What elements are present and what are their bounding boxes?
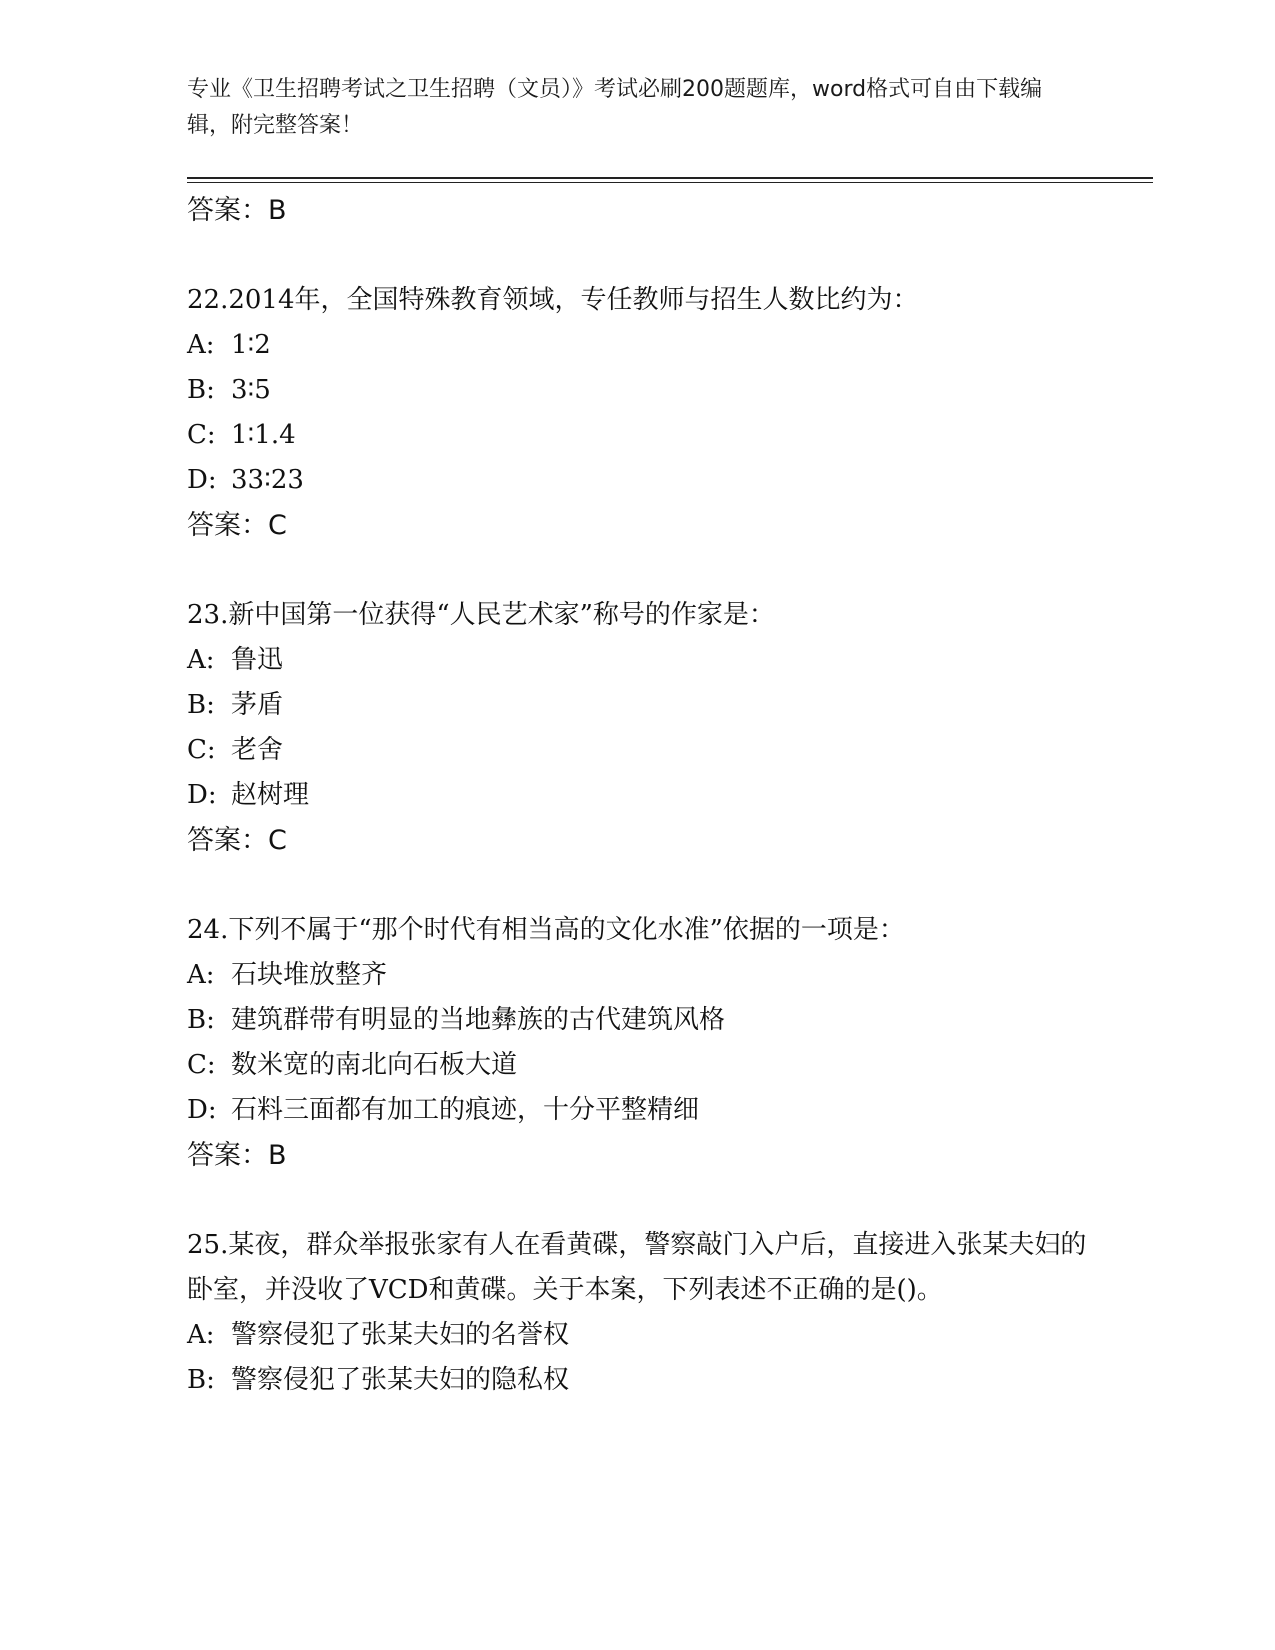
option-c	[187, 1043, 1087, 1088]
option-a	[187, 638, 1087, 683]
option-text: 1∶2	[231, 330, 271, 360]
option-text: 石块堆放整齐	[231, 960, 388, 990]
option-b	[187, 683, 1087, 728]
question-block	[187, 1223, 1087, 1403]
answer-line: 答案：B	[187, 195, 287, 226]
answer-line: 答案：C	[187, 825, 287, 856]
option-letter: C:	[187, 1050, 216, 1080]
document-header	[187, 72, 1067, 144]
option-letter: C:	[187, 420, 216, 450]
option-text: 建筑群带有明显的当地彝族的古代建筑风格	[231, 1005, 726, 1035]
spacer	[187, 1179, 1087, 1223]
option-text: 3∶5	[231, 375, 271, 405]
option-letter: D:	[187, 1095, 217, 1125]
option-letter: B:	[187, 375, 215, 405]
option-c	[187, 728, 1087, 773]
option-text: 石料三面都有加工的痕迹，十分平整精细	[231, 1095, 700, 1125]
option-text: 赵树理	[231, 780, 310, 810]
option-letter: A:	[187, 330, 215, 360]
question-block	[187, 593, 1087, 864]
answer-line: 答案：C	[187, 510, 287, 541]
option-text: 数米宽的南北向石板大道	[231, 1050, 518, 1080]
option-letter: B:	[187, 1365, 215, 1395]
option-text: 老舍	[231, 735, 284, 765]
option-d	[187, 773, 1087, 818]
spacer	[187, 234, 1087, 278]
spacer	[187, 549, 1087, 593]
option-text: 33∶23	[231, 465, 304, 495]
header-text: 专业《卫生招聘考试之卫生招聘（文员）》考试必刷200题题库，word格式可自由下载编辑，附完整答案！	[187, 77, 1043, 138]
option-text: 茅盾	[231, 690, 284, 720]
option-letter: D:	[187, 465, 217, 495]
document-body	[187, 188, 1087, 1403]
option-b	[187, 998, 1087, 1043]
option-letter: A:	[187, 960, 215, 990]
option-b	[187, 1358, 1087, 1403]
option-c	[187, 413, 1087, 458]
option-text: 警察侵犯了张某夫妇的隐私权	[231, 1365, 570, 1395]
option-letter: A:	[187, 645, 215, 675]
option-letter: B:	[187, 690, 215, 720]
option-d	[187, 458, 1087, 503]
question-block	[187, 908, 1087, 1179]
question-stem: 22.2014年，全国特殊教育领域，专任教师与招生人数比约为：	[187, 285, 919, 315]
option-a	[187, 1313, 1087, 1358]
option-letter: B:	[187, 1005, 215, 1035]
answer-line: 答案：B	[187, 1140, 287, 1171]
header-rule-thick	[187, 177, 1153, 179]
option-a	[187, 323, 1087, 368]
question-stem: 25.某夜，群众举报张家有人在看黄碟，警察敲门入户后，直接进入张某夫妇的卧室，并没收了VCD和黄碟。关于本案，下列表述不正确的是()。	[187, 1230, 1087, 1305]
option-a	[187, 953, 1087, 998]
question-stem: 24.下列不属于“那个时代有相当高的文化水准”依据的一项是：	[187, 915, 905, 945]
question-block	[187, 278, 1087, 549]
option-text: 警察侵犯了张某夫妇的名誉权	[231, 1320, 570, 1350]
option-text: 1∶1.4	[231, 420, 296, 450]
option-letter: C:	[187, 735, 216, 765]
question-stem: 23.新中国第一位获得“人民艺术家”称号的作家是：	[187, 600, 775, 630]
option-letter: A:	[187, 1320, 215, 1350]
spacer	[187, 864, 1087, 908]
header-rule-thin	[187, 182, 1153, 183]
option-b	[187, 368, 1087, 413]
option-letter: D:	[187, 780, 217, 810]
option-text: 鲁迅	[231, 645, 284, 675]
option-d	[187, 1088, 1087, 1133]
